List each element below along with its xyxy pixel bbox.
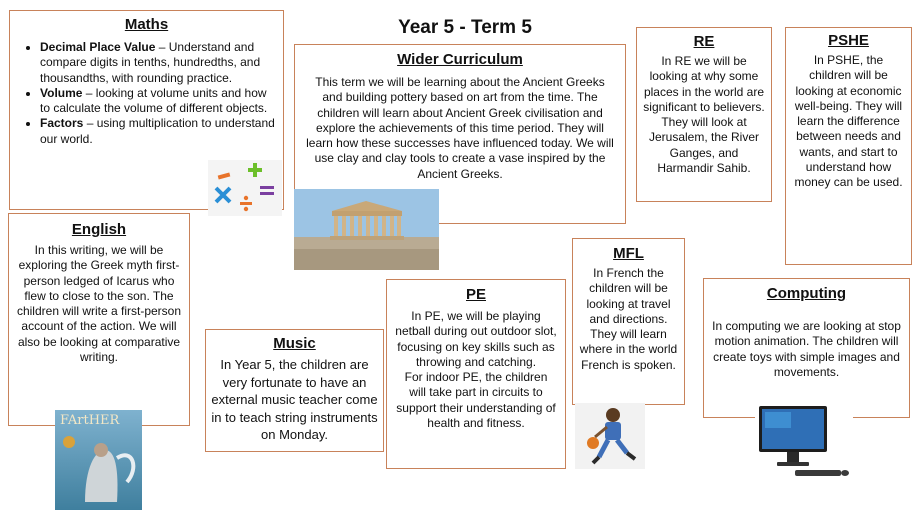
- music-heading: Music: [273, 335, 316, 352]
- book-cover-image: [55, 410, 142, 510]
- re-text: In RE we will be looking at why some places in the world are significant to believers. They will look at Jerusalem, the River Ganges, and Harmandir Sahib.: [643, 54, 765, 176]
- wider-curriculum-text: This term we will be learning about the Ancient Greeks and building pottery based on art from the time. The children will learn about Ancient Greek civilisation and explore the achievements of this time period. They will learn how these successes have influenced today. We will use clay and clay tools to create a vase inspired by the Ancient Greeks.: [306, 75, 614, 181]
- maths-item-term: Volume: [40, 85, 83, 100]
- english-panel: [8, 213, 190, 426]
- maths-item-term: Factors: [40, 116, 84, 131]
- parthenon-image: [294, 189, 439, 270]
- computing-text: In computing we are looking at stop motion animation. The children will create toys with simple images and movements.: [712, 319, 901, 379]
- music-panel: [205, 329, 384, 452]
- re-heading: RE: [693, 33, 715, 50]
- page-title: Year 5 - Term 5: [398, 17, 532, 38]
- book-title: FArtHER: [60, 413, 120, 428]
- basketball-player-image: [575, 403, 645, 469]
- maths-item-volume: [40, 86, 275, 117]
- pshe-heading: PSHE: [828, 32, 869, 49]
- mfl-text: In French the children will be looking at travel and directions. They will learn where in the world French is spoken.: [579, 266, 678, 372]
- computing-panel: [703, 278, 910, 418]
- maths-item-text: – looking at volume units and how to calculate the volume of different objects.: [40, 85, 268, 116]
- maths-list: [18, 40, 275, 147]
- maths-item-term: Decimal Place Value: [40, 40, 156, 54]
- pshe-panel: [785, 27, 912, 265]
- math-symbols-image: [208, 160, 282, 216]
- pe-text-indoor: For indoor PE, the children will take part in circuits to support their understanding of health and fitness.: [396, 370, 556, 431]
- maths-heading: Maths: [124, 16, 169, 33]
- mfl-panel: [572, 238, 685, 405]
- pe-heading: PE: [465, 286, 486, 303]
- maths-item-factors: [40, 116, 275, 147]
- maths-item-text: – Understand and compare digits in tenths, hundredths, and thousandths, with rounding practice.: [40, 40, 261, 85]
- pe-panel: [386, 279, 566, 469]
- book-illustration: [55, 428, 142, 508]
- wider-curriculum-heading: Wider Curriculum: [397, 51, 523, 68]
- re-panel: [636, 27, 772, 202]
- mfl-heading: MFL: [613, 245, 644, 262]
- english-heading: English: [71, 221, 127, 238]
- maths-item-decimal: [40, 40, 275, 86]
- computer-monitor-image: [755, 402, 853, 488]
- pshe-text: In PSHE, the children will be looking at economic well-being. They will learn the difference between needs and wants, and start to understand how money can be used.: [794, 53, 903, 190]
- english-text: In this writing, we will be exploring the Greek myth first-person ledged of Icarus who flew to close to the son. The children will write a first-person account of the action. We will also be looking at comparative writing.: [16, 243, 182, 365]
- pe-text-outdoor: In PE, we will be playing netball during out outdoor slot, focusing on key skills such as throwing and catching.: [395, 309, 557, 369]
- computing-heading: Computing: [766, 285, 847, 302]
- maths-item-text: – using multiplication to understand our world.: [40, 116, 275, 146]
- music-text: In Year 5, the children are very fortunate to have an external music teacher come in to teach string instruments on Monday.: [211, 357, 378, 442]
